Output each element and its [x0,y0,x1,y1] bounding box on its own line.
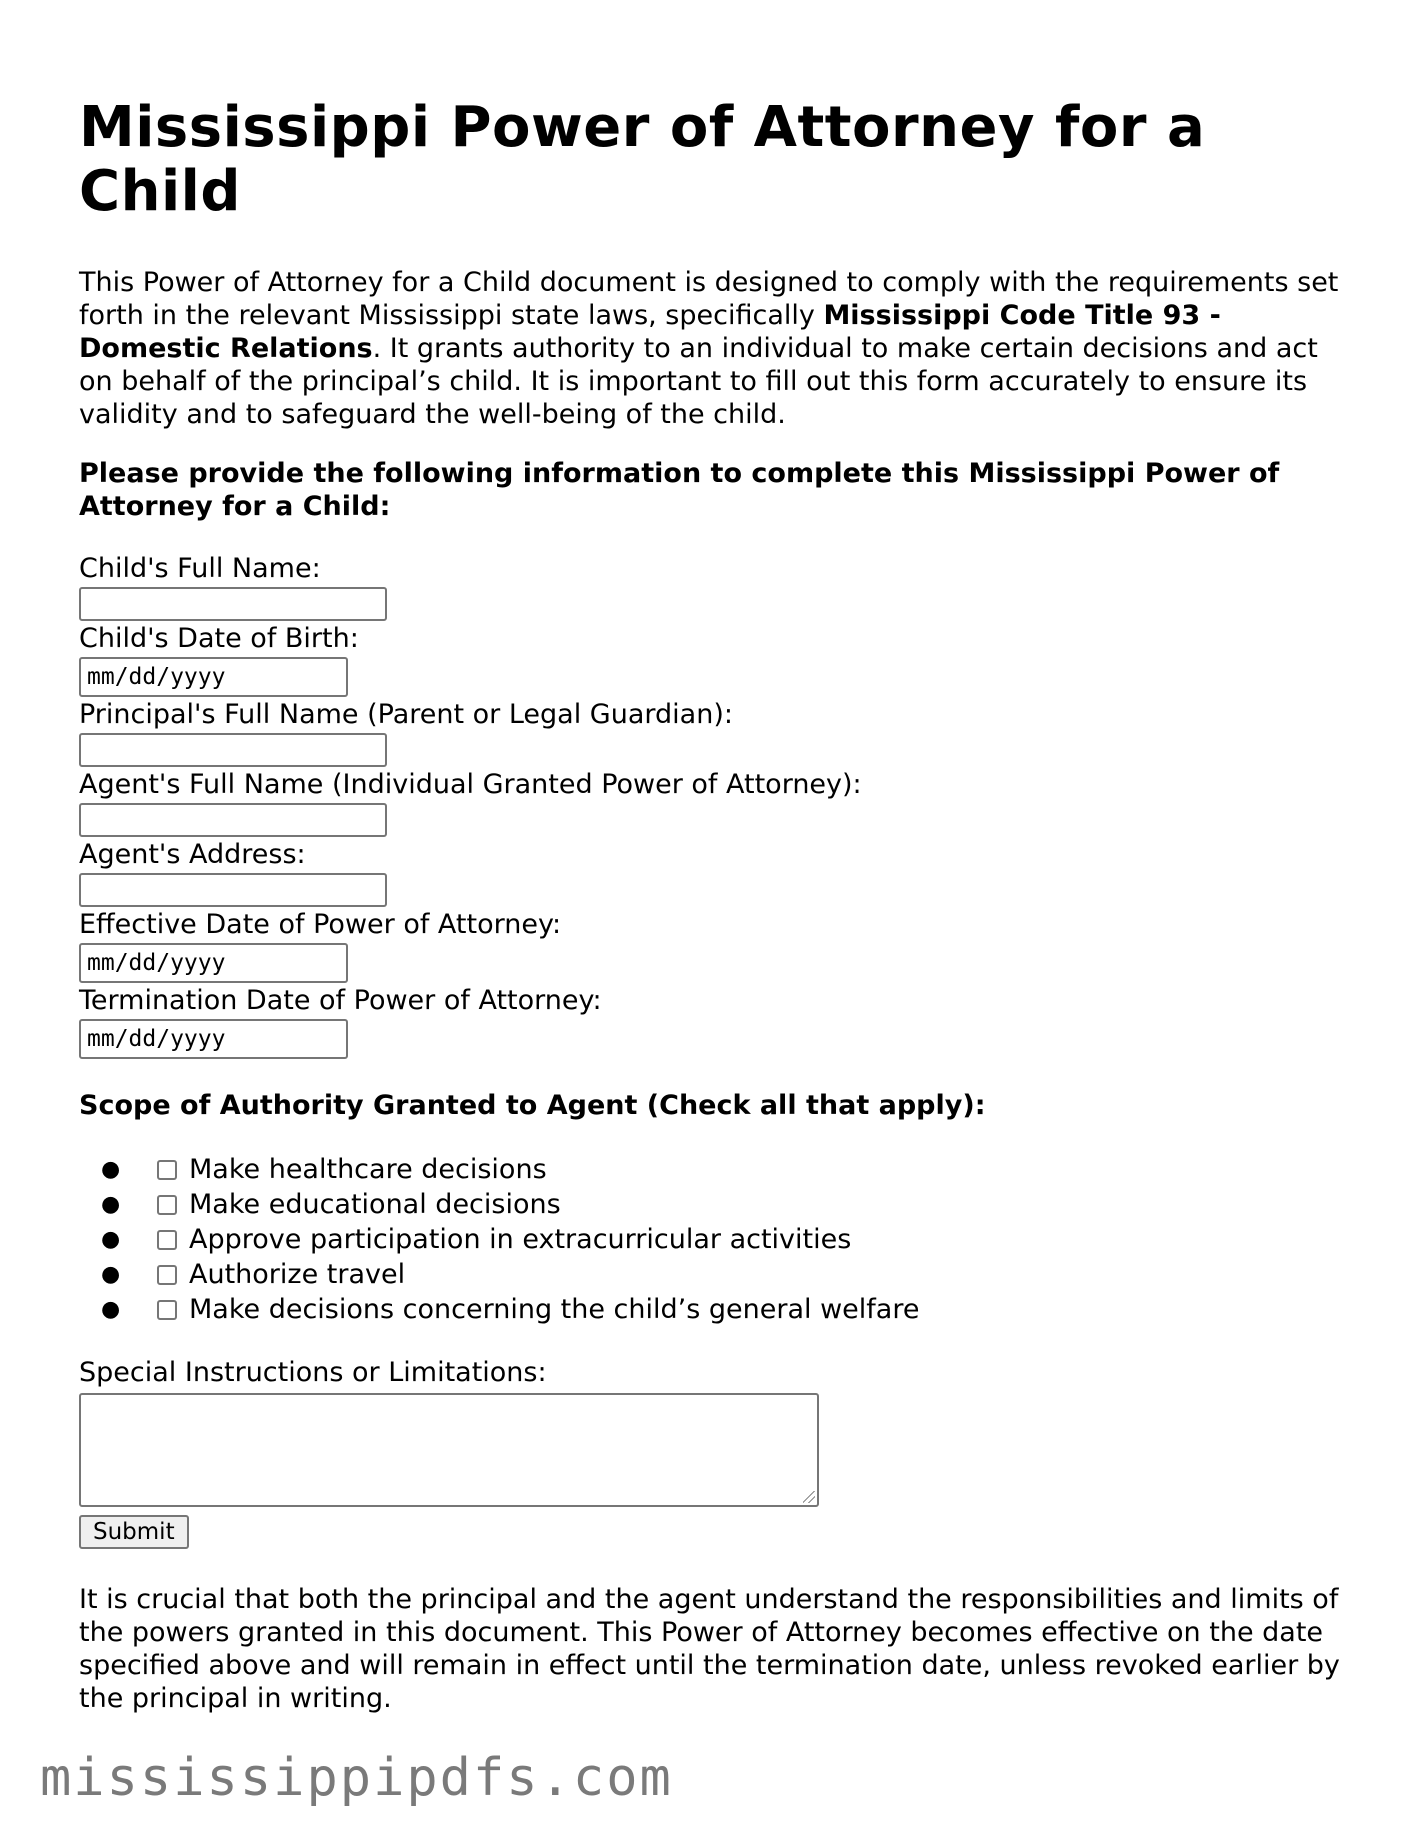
bullet-icon: ● [101,1192,121,1217]
intro-paragraph [79,266,1344,431]
general-welfare-checkbox[interactable] [157,1300,177,1320]
child-dob-label: Child's Date of Birth: [79,623,359,654]
scope-item-label: Make healthcare decisions [189,1154,547,1185]
effective-date-input[interactable]: mm/dd/yyyy [79,943,348,983]
bullet-icon: ● [101,1157,121,1182]
site-watermark: mississippipdfs.com [40,1748,673,1808]
scope-item [101,1292,1344,1327]
scope-item [101,1222,1344,1257]
submit-button[interactable]: Submit [79,1515,189,1549]
principal-name-label: Principal's Full Name (Parent or Legal Guardian): [79,699,733,730]
agent-address-input[interactable] [79,873,387,907]
scope-item-label: Make decisions concerning the child’s general welfare [189,1294,920,1325]
intro-text-2: . It grants authority to an individual to make certain decisions and act on behalf of the principal’s child. It is important to fill out this form accurately to ensure its validity and to safeguard the well-being of the child. [79,333,1318,430]
form-prompt: Please provide the following information to complete this Mississippi Power of Attorney for a Child: [79,458,1280,522]
educational-checkbox[interactable] [157,1195,177,1215]
effective-date-label: Effective Date of Power of Attorney: [79,909,562,940]
extracurricular-checkbox[interactable] [157,1230,177,1250]
bullet-icon: ● [101,1262,121,1287]
scope-item-label: Approve participation in extracurricular activities [189,1224,852,1255]
child-name-input[interactable] [79,587,387,621]
intro-code-reference: Mississippi Code Title 93 - Domestic Relations [79,300,1221,364]
bullet-icon: ● [101,1227,121,1252]
intro-text-1: This Power of Attorney for a Child document is designed to comply with the requirements set forth in the relevant Mississippi state laws, specifically [79,267,1339,331]
child-name-label: Child's Full Name: [79,553,321,584]
agent-name-input[interactable] [79,803,387,837]
travel-checkbox[interactable] [157,1265,177,1285]
bullet-icon: ● [101,1297,121,1322]
closing-paragraph: It is crucial that both the principal and the agent understand the responsibilities and limits of the powers granted in this document. This Power of Attorney becomes effective on the date specified above and will remain in effect until the termination date, unless revoked earlier by the principal in writing. [79,1584,1340,1714]
resize-handle-icon[interactable] [803,1491,815,1503]
poa-form [79,551,1344,1583]
termination-date-label: Termination Date of Power of Attorney: [79,985,602,1016]
scope-item [101,1187,1344,1222]
scope-heading: Scope of Authority Granted to Agent (Check all that apply): [79,1090,986,1121]
agent-address-label: Agent's Address: [79,839,306,870]
child-dob-input[interactable]: mm/dd/yyyy [79,657,348,697]
scope-item-label: Authorize travel [189,1259,406,1290]
termination-date-input[interactable]: mm/dd/yyyy [79,1019,348,1059]
scope-item [101,1257,1344,1292]
special-instructions-textarea[interactable] [79,1393,819,1507]
principal-name-input[interactable] [79,733,387,767]
scope-item-label: Make educational decisions [189,1189,561,1220]
page-title: Mississippi Power of Attorney for a Child [79,95,1206,224]
document-page [79,96,1344,1715]
healthcare-checkbox[interactable] [157,1160,177,1180]
scope-item [101,1152,1344,1187]
scope-list [79,1152,1344,1327]
special-instructions-label: Special Instructions or Limitations: [79,1357,547,1388]
agent-name-label: Agent's Full Name (Individual Granted Power of Attorney): [79,769,862,800]
